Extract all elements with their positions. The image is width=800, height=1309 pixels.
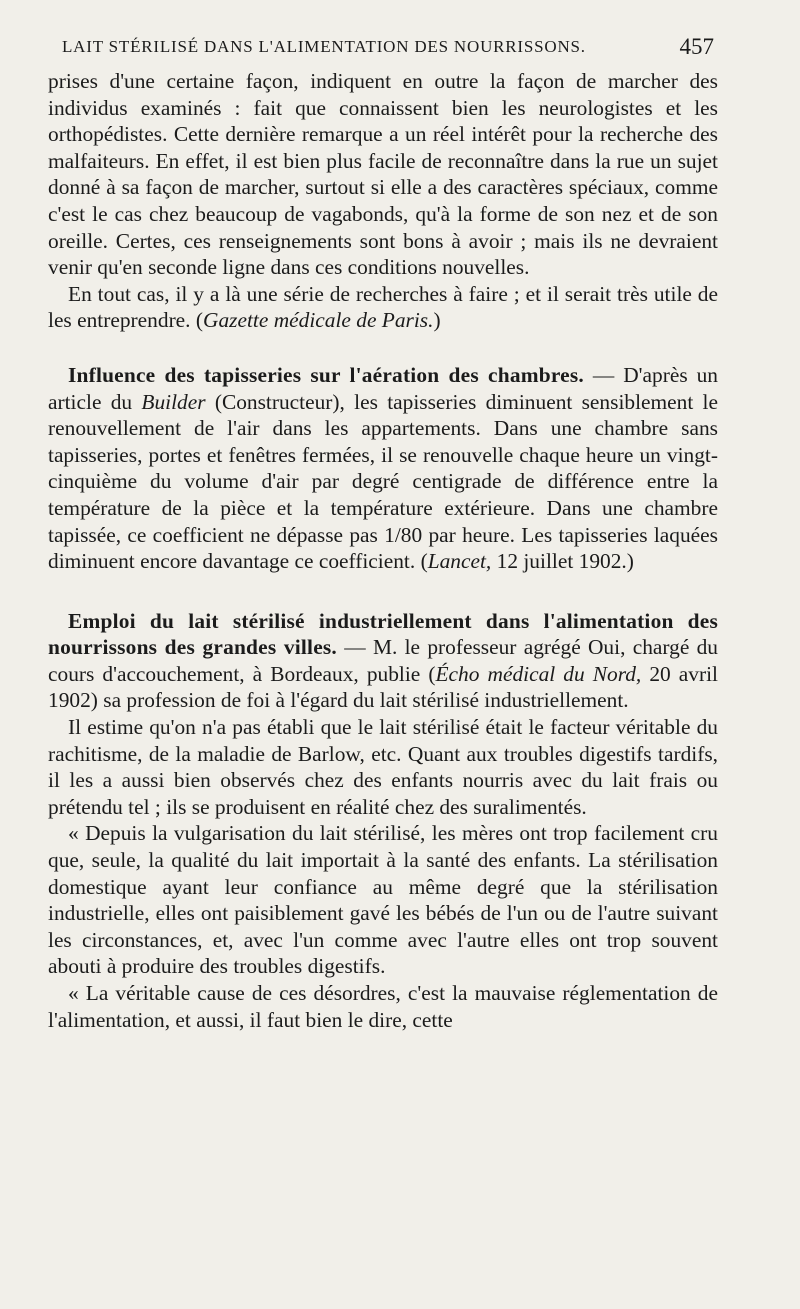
section-tapisseries: Influence des tapisseries sur l'aération des chambres. — D'après un article du Builder (Constructeur), les tapisseries diminuent sensiblement le renouvellement de l'air dans les appartements. Dans une chambre sans tapisseries, portes et fenêtres fermées, il se renouvelle chaque heure un vingt-cinquième du volume d'air par degré centigrade de différence entre la température de la pièce et la température extérieure. Dans une chambre tapissée, ce coefficient ne dépasse pas 1/80 par heure. Les tapisseries laquées diminuent encore davantage ce coefficient. (Lancet, 12 juillet 1902.) [48,362,719,574]
source-citation: Écho médical du Nord, [435,661,642,686]
source-citation: Builder [141,389,206,414]
source-citation: Gazette médicale de Paris. [203,308,434,333]
section-title: Emploi du lait stérilisé industriellement dans l'alimentation des nourrissons des grandes villes. [48,608,718,660]
closing-paragraph: En tout cas, il y a là une série de recherches à faire ; et il serait très utile de les entreprendre. (Gazette médicale de Paris.) [48,281,718,333]
source-citation: Lancet, [427,549,492,574]
quoted-paragraph: « La véritable cause de ces désordres, c'est la mauvaise réglementation de l'alimentation, et aussi, il faut bien le dire, cette [48,981,718,1032]
running-title: LAIT STÉRILISÉ DANS L'ALIMENTATION DES NOURRISSONS. [62,37,586,56]
page-number: 457 [679,34,714,59]
quoted-paragraph: « Depuis la vulgarisation du lait stérilisé, les mères ont trop facilement cru que, seule, la qualité du lait importait à la santé des enfants. La stérilisation domestique ayant leur confiance au même degré que la stérilisation industrielle, elles ont paisiblement gavé les bébés de l'un ou de l'autre suivant les circonstances, et, avec l'un comme avec l'autre elles ont trop souvent abouti à produire des troubles digestifs. [48,821,718,979]
page-body [48,68,718,1033]
page-header [62,34,714,60]
continued-paragraph: prises d'une certaine façon, indiquent en outre la façon de marcher des individus examinés : fait que connaissent bien les neurologistes et les orthopédistes. Cette dernière remarque a un réel intérêt pour la recherche des malfaiteurs. En effet, il est bien plus facile de reconnaître dans la rue un sujet donné à sa façon de marcher, surtout si elle a des caractères spéciaux, comme c'est le cas chez beaucoup de vagabonds, qu'à la forme de son nez et de son oreille. Certes, ces renseignements sont bons à avoir ; mais ils ne devraient venir qu'en seconde ligne dans ces conditions nouvelles. [48,69,718,280]
section-title: Influence des tapisseries sur l'aération des chambres. [68,362,584,387]
section-lait-sterilise: Emploi du lait stérilisé industriellement dans l'alimentation des nourrissons des grandes villes. — M. le professeur agrégé Oui, chargé du cours d'accouchement, à Bordeaux, publie (Écho médical du Nord, 20 avril 1902) sa profession de foi à l'égard du lait stérilisé industriellement. [48,608,719,713]
paragraph: Il estime qu'on n'a pas établi que le lait stérilisé était le facteur véritable du rachitisme, de la maladie de Barlow, etc. Quant aux troubles digestifs tardifs, il les a aussi bien observés chez des enfants nourris avec du lait frais ou prétendu tel ; ils se produisent en réalité chez des suralimentés. [48,715,718,819]
